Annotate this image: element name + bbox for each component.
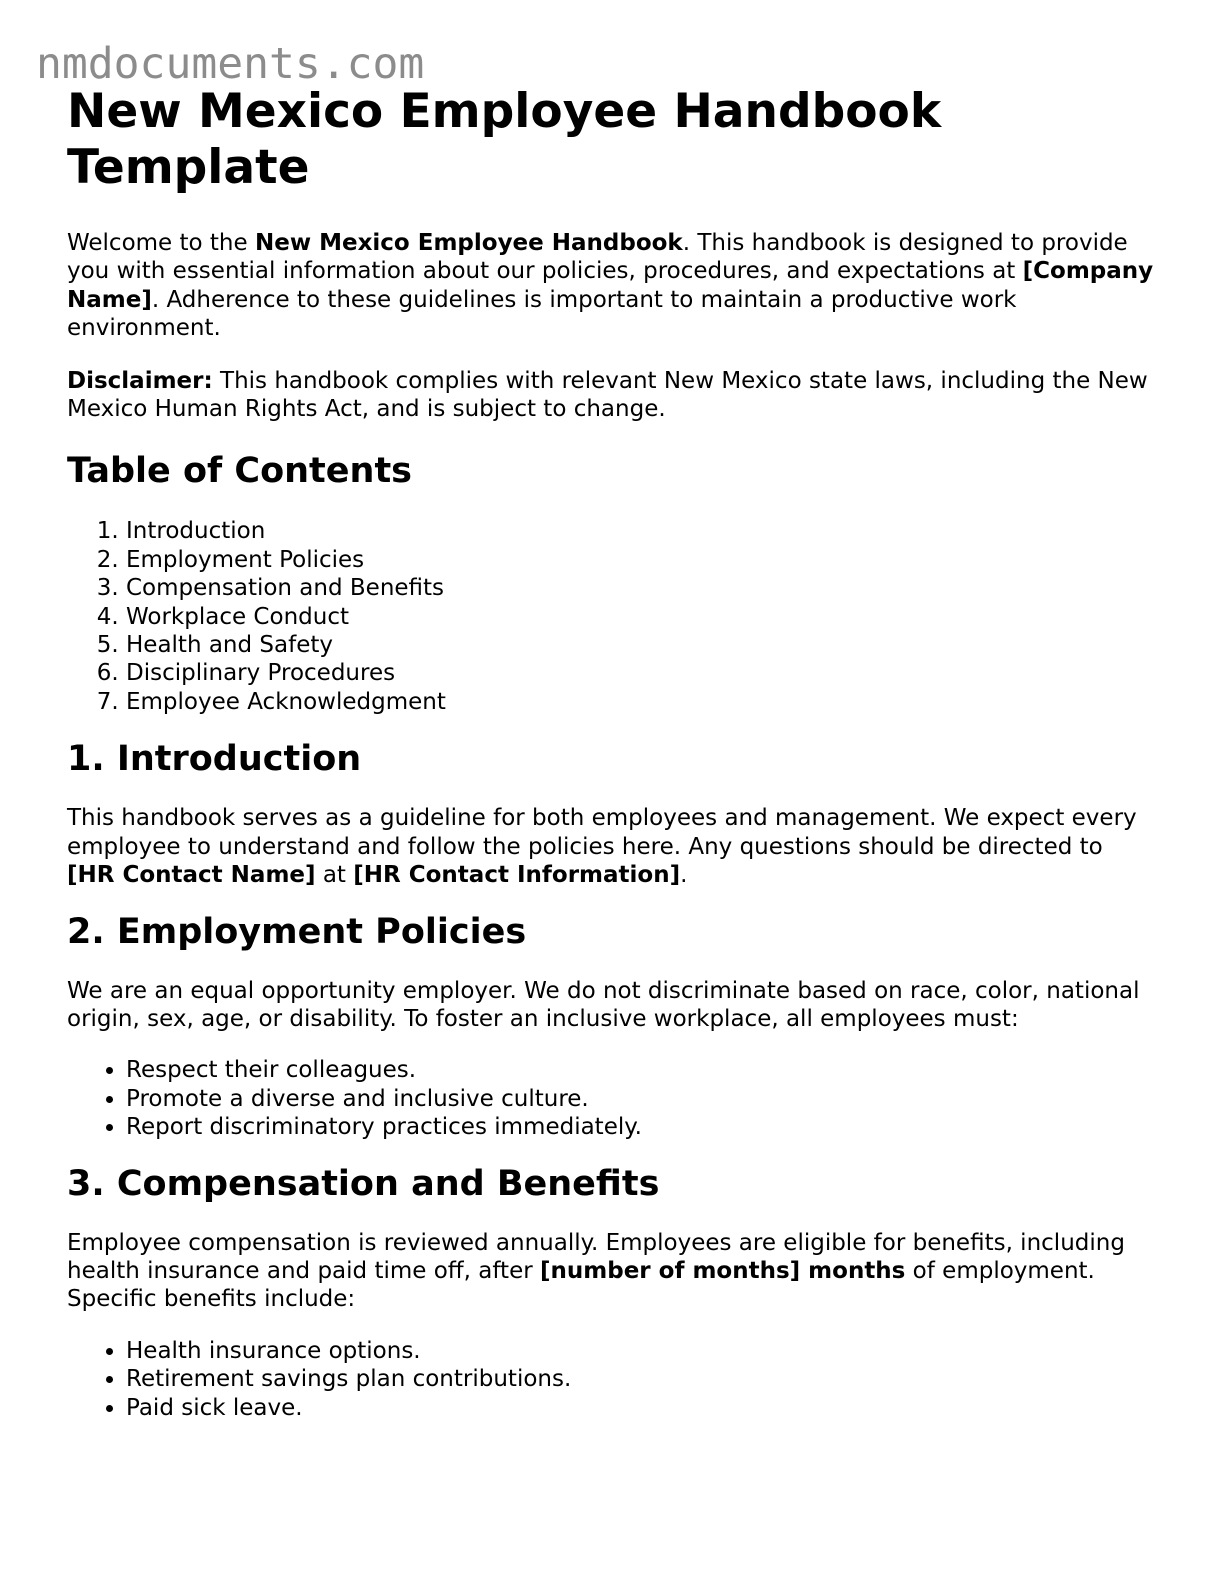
months-placeholder: [number of months] months	[540, 1257, 906, 1284]
section-introduction-end: .	[680, 862, 688, 889]
disclaimer-paragraph	[67, 367, 1157, 424]
document-body	[67, 84, 1157, 1422]
intro-text-middle: . This handbook is designed to provide you with essential information about our policies, procedures, and expectations at	[67, 230, 1128, 285]
toc-item-compensation-benefits: 3. Compensation and Benefits	[126, 574, 1157, 602]
toc-item-employee-acknowledgment: 7. Employee Acknowledgment	[126, 688, 1157, 716]
section-compensation-paragraph	[67, 1229, 1157, 1314]
toc-item-employment-policies: 2. Employment Policies	[126, 546, 1157, 574]
company-name-placeholder: [Company Name]	[67, 258, 1154, 313]
toc-list	[67, 517, 1157, 716]
list-item: • Paid sick leave.	[126, 1394, 1157, 1422]
page-title: New Mexico Employee Handbook Template	[67, 84, 942, 195]
toc-item-workplace-conduct: 4. Workplace Conduct	[126, 603, 1157, 631]
toc-heading: Table of Contents	[67, 451, 413, 492]
section-introduction-text: This handbook serves as a guideline for both employees and management. We expect every employee to understand and follow the policies here. Any questions should be directed to	[67, 805, 1137, 860]
list-item: • Respect their colleagues.	[126, 1056, 1157, 1084]
list-item: • Retirement savings plan contributions.	[126, 1365, 1157, 1393]
section-introduction-heading: 1. Introduction	[67, 739, 362, 780]
section-employment-policies-heading: 2. Employment Policies	[67, 911, 527, 952]
benefits-list	[67, 1337, 1157, 1422]
toc-item-disciplinary-procedures: 6. Disciplinary Procedures	[126, 659, 1157, 687]
intro-handbook-name: New Mexico Employee Handbook	[254, 230, 683, 256]
hr-contact-info-placeholder: [HR Contact Information]	[353, 862, 681, 889]
section-compensation-text-before: Employee compensation is reviewed annually. Employees are eligible for benefits, including health insurance and paid time off, after	[67, 1229, 1125, 1284]
intro-paragraph	[67, 229, 1157, 343]
intro-text-after: . Adherence to these guidelines is important to maintain a productive work environment.	[67, 286, 1017, 342]
list-item: • Health insurance options.	[126, 1337, 1157, 1365]
section-employment-policies-paragraph: We are an equal opportunity employer. We do not discriminate based on race, color, national origin, sex, age, or disability. To foster an inclusive workplace, all employees must:	[67, 977, 1140, 1032]
section-introduction-paragraph	[67, 804, 1157, 889]
section-compensation-text-after: of employment. Specific benefits include:	[67, 1257, 1095, 1313]
list-item: • Report discriminatory practices immediately.	[126, 1113, 1157, 1141]
toc-item-introduction: 1. Introduction	[126, 517, 1157, 545]
disclaimer-text: This handbook complies with relevant New Mexico state laws, including the New Mexico Human Rights Act, and is subject to change.	[67, 367, 1148, 423]
toc-item-health-safety: 5. Health and Safety	[126, 631, 1157, 659]
section-compensation-heading: 3. Compensation and Benefits	[67, 1163, 660, 1204]
intro-text-before: Welcome to the	[67, 230, 255, 256]
disclaimer-label: Disclaimer:	[67, 367, 213, 394]
list-item: • Promote a diverse and inclusive culture.	[126, 1085, 1157, 1113]
employment-policies-list	[67, 1056, 1157, 1141]
watermark: nmdocuments.com	[36, 39, 425, 89]
section-introduction-at: at	[315, 862, 354, 889]
hr-contact-name-placeholder: [HR Contact Name]	[67, 862, 316, 889]
